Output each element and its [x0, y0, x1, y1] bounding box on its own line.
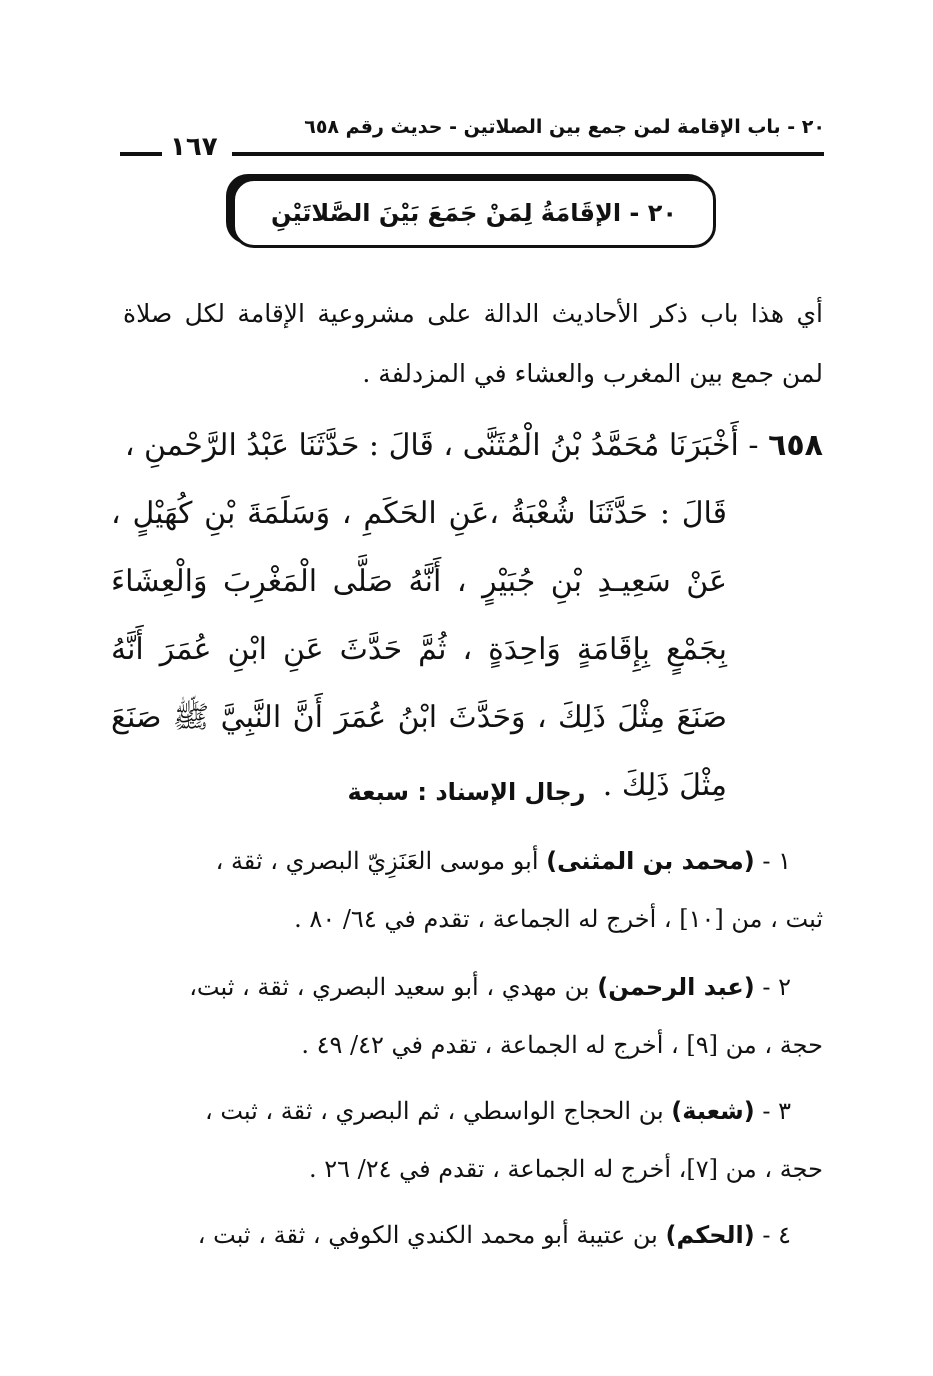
- hadith-body: قَالَ : حَدَّثَنَا شُعْبَةُ ،عَنِ الحَكَمِ ، وَسَلَمَةَ بْنِ كُهَيْلٍ ، عَنْ سَعِيـدِ بْنِ جُبَيْرٍ ، أَنَّهُ صَلَّى الْمَغْرِبَ وَالْعِشَاءَ بِجَمْعٍ بِإِقَامَةٍ وَاحِدَةٍ ، ثُمَّ حَدَّثَ عَنِ ابْنِ عُمَرَ أَنَّهُ صَنَعَ مِثْلَ ذَلِكَ ، وَحَدَّثَ ابْنُ عُمَرَ أَنَّ النَّبِيَّ ﷺ صَنَعَ مِثْلَ ذَلِكَ .: [111, 496, 727, 803]
- narrator-index: ٢ -: [754, 973, 791, 1001]
- running-header-title: ٢٠ - باب الإقامة لمن جمع بين الصلاتين - حديث رقم ٦٥٨: [304, 116, 825, 138]
- hadith-first-line: [111, 412, 823, 480]
- narrator-name: (محمد بن المثنى): [546, 847, 755, 875]
- narrator-entry: [111, 1082, 823, 1198]
- narrator-details: بن مهدي ، أبو سعيد البصري ، ثقة ، ثبت،: [189, 973, 598, 1001]
- chapter-title: ٢٠ - الإقَامَةُ لِمَنْ جَمَعَ بَيْنَ الصَّلاتَيْنِ: [270, 199, 678, 227]
- narrator-index: ١ -: [754, 847, 791, 875]
- page-number: ١٦٧: [170, 132, 218, 162]
- header-rule: [232, 152, 824, 156]
- narrator-index: ٤ -: [754, 1221, 791, 1249]
- narrator-name: (شعبة): [671, 1097, 755, 1125]
- narrator-details-cont: ثبت ، من [١٠] ، أخرج له الجماعة ، تقدم في ٦٤/ ٨٠ .: [294, 905, 823, 933]
- hadith-text: [111, 412, 823, 820]
- hadith-number: ٦٥٨: [768, 428, 823, 463]
- narrator-entry: [111, 832, 823, 948]
- hadith-opening: - أَخْبَرَنَا مُحَمَّدُ بْنُ الْمُثَنَّى ، قَالَ : حَدَّثَنَا عَبْدُ الرَّحْمنِ ،: [124, 428, 759, 463]
- narrator-index: ٣ -: [754, 1097, 791, 1125]
- page-number-rule: [120, 152, 162, 156]
- narrator-details-cont: حجة ، من [٧]، أخرج له الجماعة ، تقدم في ٢٤/ ٢٦ .: [308, 1155, 823, 1183]
- narrator-details: بن عتيبة أبو محمد الكندي الكوفي ، ثقة ، ثبت ،: [197, 1221, 666, 1249]
- narrator-entry: [111, 1206, 823, 1264]
- narrator-name: (عبد الرحمن): [597, 973, 755, 1001]
- chapter-title-box: [232, 178, 716, 248]
- intro-paragraph: أي هذا باب ذكر الأحاديث الدالة على مشروعية الإقامة لكل صلاة لمن جمع بين المغرب والعشاء في المزدلفة .: [123, 299, 823, 388]
- narrator-details-cont: حجة ، من [٩] ، أخرج له الجماعة ، تقدم في ٤٢/ ٤٩ .: [301, 1031, 823, 1059]
- narrator-name: (الحكم): [665, 1221, 755, 1249]
- section-heading: رجال الإسناد : سبعة: [347, 778, 586, 806]
- narrator-entry: [111, 958, 823, 1074]
- narrator-details: أبو موسى العَنَزِيّ البصري ، ثقة ،: [215, 847, 547, 875]
- narrator-details: بن الحجاج الواسطي ، ثم البصري ، ثقة ، ثبت ،: [204, 1097, 672, 1125]
